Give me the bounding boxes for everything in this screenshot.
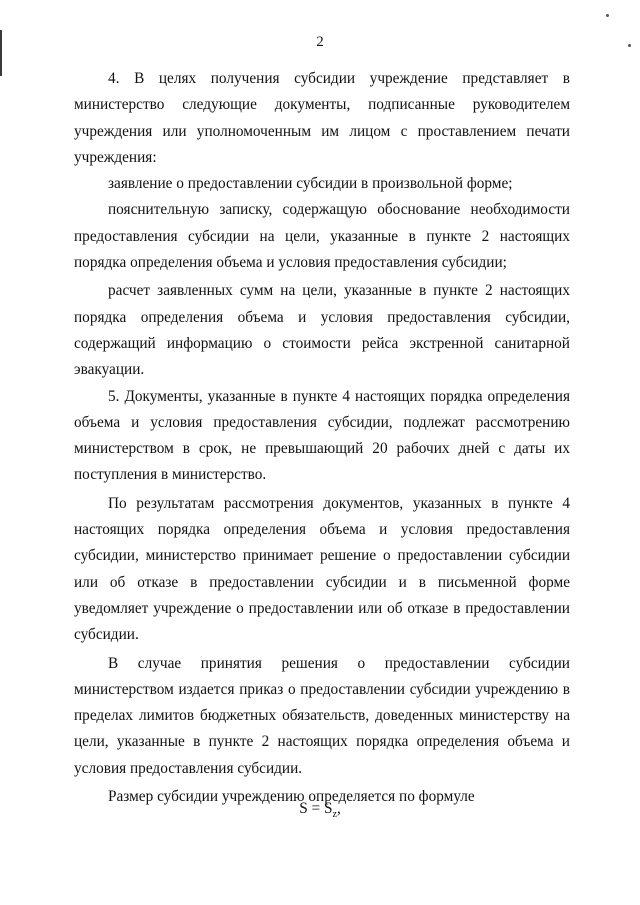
paragraph-explanatory-note: пояснительную записку, содержащую обоснование необходимости предоставления субсидии на цели, указанные в пункте 2 настоящих порядка определения объема и условия предоставления субсидии; <box>74 201 570 272</box>
formula-subscript: z <box>332 809 337 821</box>
paragraph-item-5: 5. Документы, указанные в пункте 4 настоящих порядка определения объема и условия предоставления субсидии, подлежат рассмотрению министерством в срок, не превышающий 20 рабочих дней с даты их поступления в министерство. <box>74 387 570 484</box>
paragraph-item-4: 4. В целях получения субсидии учреждение представляет в министерство следующие документы, подписанные руководителем учреждения или уполномоченным им лицом с проставлением печати учреждения: <box>74 70 570 166</box>
subsidy-formula <box>0 800 640 820</box>
scan-dot-mark <box>606 14 609 17</box>
page-number: 2 <box>316 34 324 50</box>
paragraph-review-results: По результатам рассмотрения документов, указанных в пункте 4 настоящих порядка определения объема и условия предоставления субсидии, министерство принимает решение о предоставлении субсидии или об отказе в предоставлении субсидии и в письменной форме уведомляет учреждение о предоставлении или об отказе в предоставлении субсидии. <box>74 494 570 644</box>
document-body <box>74 66 570 810</box>
paragraph-calculation: расчет заявленных сумм на цели, указанные в пункте 2 настоящих порядка определения объема и условия предоставления субсидии, содержащий информацию о стоимости рейса экстренной санитарной эвакуации. <box>74 282 570 379</box>
paragraph-formula-intro: Размер субсидии учреждению определяется по формуле <box>108 788 475 806</box>
formula-left: S = S <box>299 800 333 817</box>
formula-suffix: , <box>336 800 341 817</box>
paragraph-application: заявление о предоставлении субсидии в произвольной форме; <box>108 175 513 193</box>
paragraph-decision: В случае принятия решения о предоставлении субсидии министерством издается приказ о предоставлении субсидии учреждению в пределах лимитов бюджетных обязательств, доведенных министерству на цели, указанные в пункте 2 настоящих порядка определения объема и условия предоставления субсидии. <box>74 654 570 777</box>
